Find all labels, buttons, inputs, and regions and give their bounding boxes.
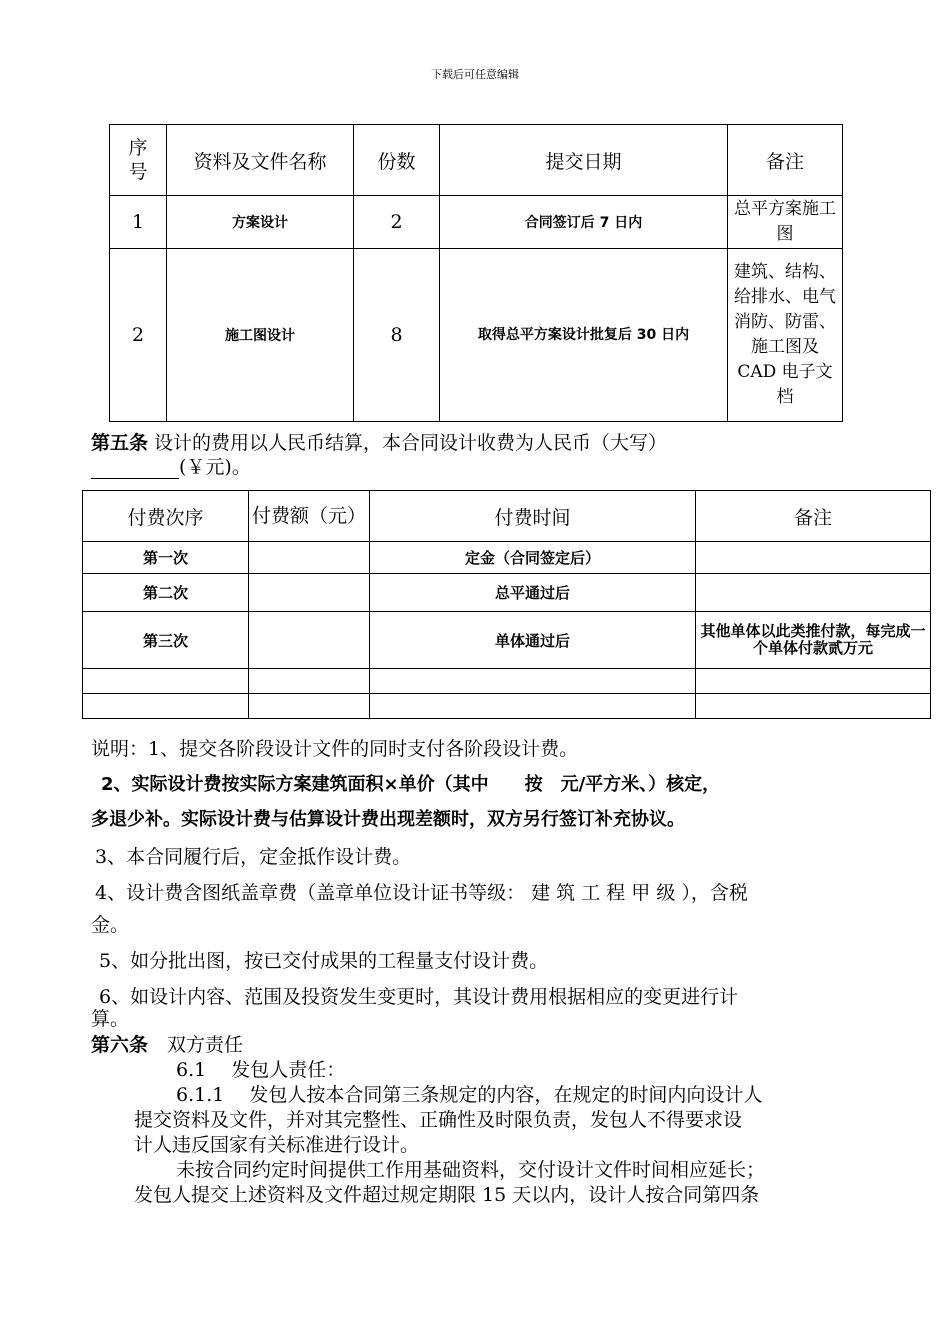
row-copies: 8 xyxy=(354,249,440,422)
payment-time: 定金（合同签定后） xyxy=(370,542,696,574)
payment-remark xyxy=(696,542,931,574)
section-6-1-1-line3: 计人违反国家有关标准进行设计。 xyxy=(134,1134,420,1156)
table-row xyxy=(83,669,931,694)
table-row xyxy=(83,694,931,719)
payment-table-header xyxy=(83,491,931,542)
row-no: 1 xyxy=(110,196,167,249)
payment-order: 第一次 xyxy=(83,542,249,574)
header-time: 付费时间 xyxy=(370,491,696,542)
payment-amount xyxy=(249,612,370,669)
note-6-line1: 6、如设计内容、范围及投资发生变更时，其设计费用根据相应的变更进行计 xyxy=(99,986,739,1008)
article5-line1 xyxy=(91,428,667,455)
note-2-line2: 多退少补。实际设计费与估算设计费出现差额时，双方另行签订补充协议。 xyxy=(91,809,685,830)
payment-time xyxy=(370,694,696,719)
payment-table xyxy=(82,490,931,719)
note-4-line2: 金。 xyxy=(91,914,130,936)
row-remark: 建筑、结构、给排水、电气消防、防雷、施工图及 CAD 电子文档 xyxy=(728,249,843,422)
payment-amount xyxy=(249,694,370,719)
payment-remark xyxy=(696,694,931,719)
header-name: 资料及文件名称 xyxy=(167,125,354,196)
paragraph-delay-line2: 发包人提交上述资料及文件超过规定期限 15 天以内，设计人按合同第四条 xyxy=(134,1184,760,1206)
header-date: 提交日期 xyxy=(440,125,728,196)
paragraph-delay-line1: 未按合同约定时间提供工作用基础资料，交付设计文件时间相应延长； xyxy=(176,1159,766,1181)
article6-title: 双方责任 xyxy=(148,1034,244,1056)
header-order: 付费次序 xyxy=(83,491,249,542)
row-copies: 2 xyxy=(354,196,440,249)
payment-time: 总平通过后 xyxy=(370,574,696,612)
documents-table-header xyxy=(110,125,843,196)
note-2-line1: 2、实际设计费按实际方案建筑面积×单价（其中 按 元/平方米、）核定， xyxy=(101,774,721,795)
payment-remark xyxy=(696,574,931,612)
row-name: 施工图设计 xyxy=(167,249,354,422)
note-1: 说明：1、提交各阶段设计文件的同时支付各阶段设计费。 xyxy=(91,738,579,760)
note-3: 3、本合同履行后，定金抵作设计费。 xyxy=(95,846,412,868)
article5-label: 第五条 xyxy=(91,432,149,454)
article5-amount: (￥元)。 xyxy=(179,456,251,478)
documents-table xyxy=(109,124,843,422)
row-date: 合同签订后 7 日内 xyxy=(440,196,728,249)
header-amount: 付费额（元） xyxy=(249,491,370,542)
row-name: 方案设计 xyxy=(167,196,354,249)
row-remark: 总平方案施工图 xyxy=(728,196,843,249)
payment-remark: 其他单体以此类推付款，每完成一个单体付款贰万元 xyxy=(696,612,931,669)
note-6-line2: 算。 xyxy=(91,1008,130,1030)
section-6-1-1-line2: 提交资料及文件，并对其完整性、正确性及时限负责，发包人不得要求设 xyxy=(134,1109,743,1131)
table-row xyxy=(110,196,843,249)
row-no: 2 xyxy=(110,249,167,422)
page-header-note: 下载后可任意编辑 xyxy=(431,68,519,81)
payment-time xyxy=(370,669,696,694)
payment-order xyxy=(83,694,249,719)
payment-amount xyxy=(249,669,370,694)
header-copies: 份数 xyxy=(354,125,440,196)
header-remark: 备注 xyxy=(728,125,843,196)
note-5: 5、如分批出图，按已交付成果的工程量支付设计费。 xyxy=(99,950,549,972)
section-6-1: 6.1 发包人责任： xyxy=(176,1059,346,1081)
payment-order xyxy=(83,669,249,694)
payment-amount xyxy=(249,542,370,574)
payment-order: 第三次 xyxy=(83,612,249,669)
table-row xyxy=(110,249,843,422)
article5-line2 xyxy=(91,452,251,479)
article6-heading xyxy=(91,1030,243,1057)
header-remark: 备注 xyxy=(696,491,931,542)
header-no: 序号 xyxy=(110,125,167,196)
table-row xyxy=(83,612,931,669)
payment-time: 单体通过后 xyxy=(370,612,696,669)
article6-label: 第六条 xyxy=(91,1034,149,1056)
article5-text: 设计的费用以人民币结算，本合同设计收费为人民币（大写） xyxy=(148,432,668,454)
table-row xyxy=(83,574,931,612)
row-date: 取得总平方案设计批复后 30 日内 xyxy=(440,249,728,422)
section-6-1-1-line1: 6.1.1 发包人按本合同第三条规定的内容，在规定的时间内向设计人 xyxy=(176,1084,763,1106)
table-row xyxy=(83,542,931,574)
payment-amount xyxy=(249,574,370,612)
payment-remark xyxy=(696,669,931,694)
amount-blank xyxy=(91,460,179,479)
note-4-line1: 4、设计费含图纸盖章费（盖章单位设计证书等级： 建 筑 工 程 甲 级 ），含税 xyxy=(95,882,748,904)
payment-order: 第二次 xyxy=(83,574,249,612)
